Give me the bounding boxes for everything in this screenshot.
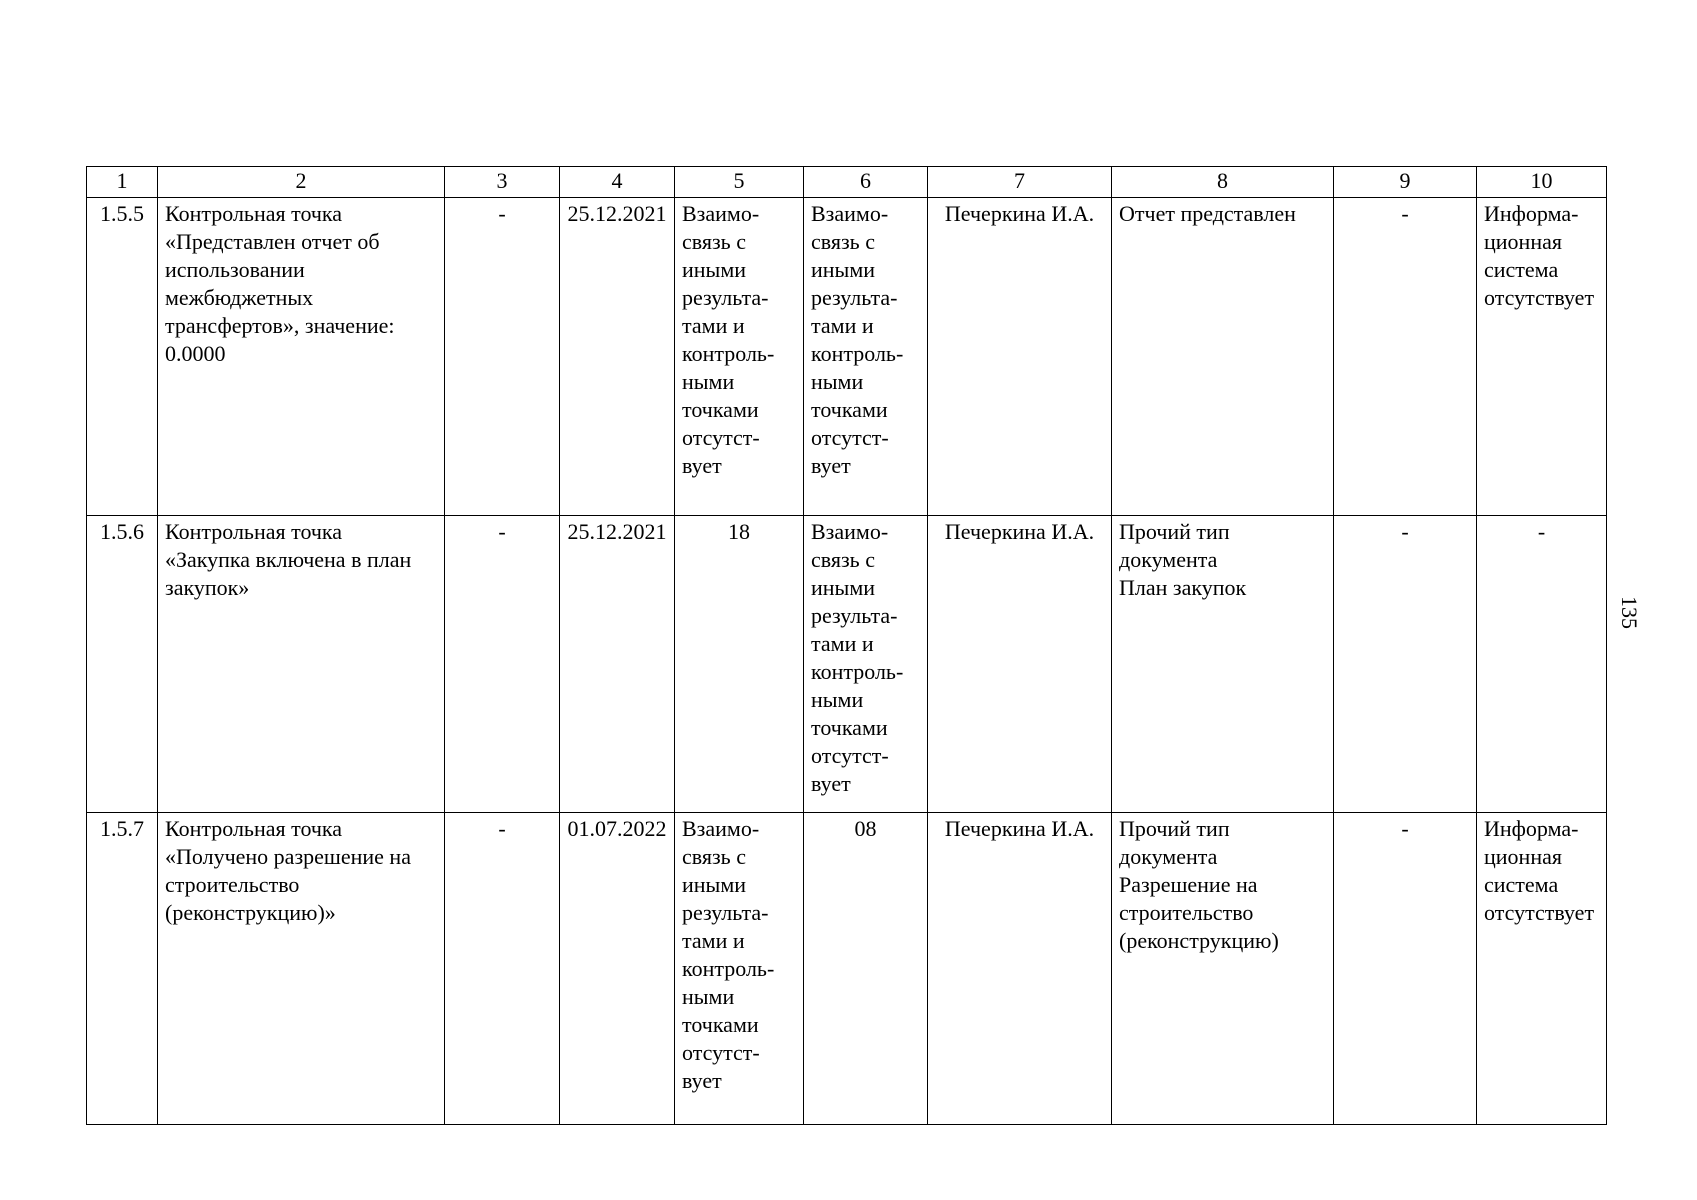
cell-text: Информа- ционная система отсутствует [1484, 816, 1595, 925]
cell [1334, 198, 1477, 516]
document-type-cell [1112, 516, 1334, 813]
cell-text: 18 [728, 519, 750, 544]
info-system-cell [1477, 198, 1607, 516]
responsible-cell [928, 198, 1112, 516]
cell-text: 1.5.7 [100, 816, 144, 841]
info-system-cell [1477, 813, 1607, 1125]
cell-text: Взаимо- связь с иными результа- тами и контроль- ными точками отсутст- вует [682, 816, 775, 1093]
date-cell [560, 813, 675, 1125]
row-number-cell [87, 813, 158, 1125]
relation-cell [675, 198, 804, 516]
header-cell: 6 [804, 167, 928, 198]
relation-cell [804, 198, 928, 516]
info-system-cell [1477, 516, 1607, 813]
cell-text: - [1401, 201, 1409, 226]
cell-text: Прочий тип документа План закупок [1119, 519, 1247, 600]
cell [1334, 516, 1477, 813]
cell-text: - [498, 519, 506, 544]
date-cell [560, 198, 675, 516]
table-row [87, 198, 1607, 516]
table-row [87, 516, 1607, 813]
cell-text: 25.12.2021 [567, 201, 667, 226]
cell-text: Печеркина И.А. [944, 519, 1095, 544]
table-header-row [87, 167, 1607, 198]
cell-text: - [498, 816, 506, 841]
responsible-cell [928, 516, 1112, 813]
cell-text: Печеркина И.А. [944, 816, 1095, 841]
cell [445, 198, 560, 516]
cell-text: Контрольная точка «Представлен отчет об использовании межбюджетных трансфертов», значение: 0.0000 [165, 201, 395, 366]
table-row [87, 813, 1607, 1125]
cell-text: - [1401, 519, 1409, 544]
cell-text: - [498, 201, 506, 226]
header-cell: 10 [1477, 167, 1607, 198]
cell-text: Контрольная точка «Закупка включена в план закупок» [165, 519, 412, 600]
header-cell: 8 [1112, 167, 1334, 198]
header-cell: 3 [445, 167, 560, 198]
control-points-table [86, 166, 1607, 1125]
cell-text: Информа- ционная система отсутствует [1484, 201, 1595, 310]
cell-text: 1.5.6 [100, 519, 144, 544]
cell-text: 1.5.5 [100, 201, 144, 226]
cell [1334, 813, 1477, 1125]
header-cell: 7 [928, 167, 1112, 198]
cell-text: 25.12.2021 [567, 519, 667, 544]
control-point-name-cell [158, 813, 445, 1125]
cell-text: - [1401, 816, 1409, 841]
cell-text: Отчет представлен [1119, 201, 1296, 226]
control-point-name-cell [158, 516, 445, 813]
document-type-cell [1112, 813, 1334, 1125]
cell-text: Печеркина И.А. [944, 201, 1095, 226]
responsible-cell [928, 813, 1112, 1125]
header-cell: 4 [560, 167, 675, 198]
document-type-cell [1112, 198, 1334, 516]
header-cell: 9 [1334, 167, 1477, 198]
header-cell: 1 [87, 167, 158, 198]
cell-text: - [1537, 519, 1546, 544]
relation-cell [675, 516, 804, 813]
date-cell [560, 516, 675, 813]
cell-text: Взаимо- связь с иными результа- тами и контроль- ными точками отсутст- вует [682, 201, 775, 478]
cell-text: 01.07.2022 [567, 816, 667, 841]
control-point-name-cell [158, 198, 445, 516]
relation-cell [804, 813, 928, 1125]
row-number-cell [87, 198, 158, 516]
cell-text: Взаимо- связь с иными результа- тами и контроль- ными точками отсутст- вует [811, 201, 904, 478]
cell-text: Контрольная точка «Получено разрешение на строительство (реконструкцию)» [165, 816, 411, 925]
cell-text: Взаимо- связь с иными результа- тами и контроль- ными точками отсутст- вует [811, 519, 904, 796]
cell-text: 08 [854, 816, 877, 841]
relation-cell [804, 516, 928, 813]
header-cell: 5 [675, 167, 804, 198]
page-number: 135 [1617, 596, 1642, 629]
cell [445, 813, 560, 1125]
header-cell: 2 [158, 167, 445, 198]
cell [445, 516, 560, 813]
relation-cell [675, 813, 804, 1125]
cell-text: Прочий тип документа Разрешение на строительство (реконструкцию) [1119, 816, 1279, 953]
row-number-cell [87, 516, 158, 813]
